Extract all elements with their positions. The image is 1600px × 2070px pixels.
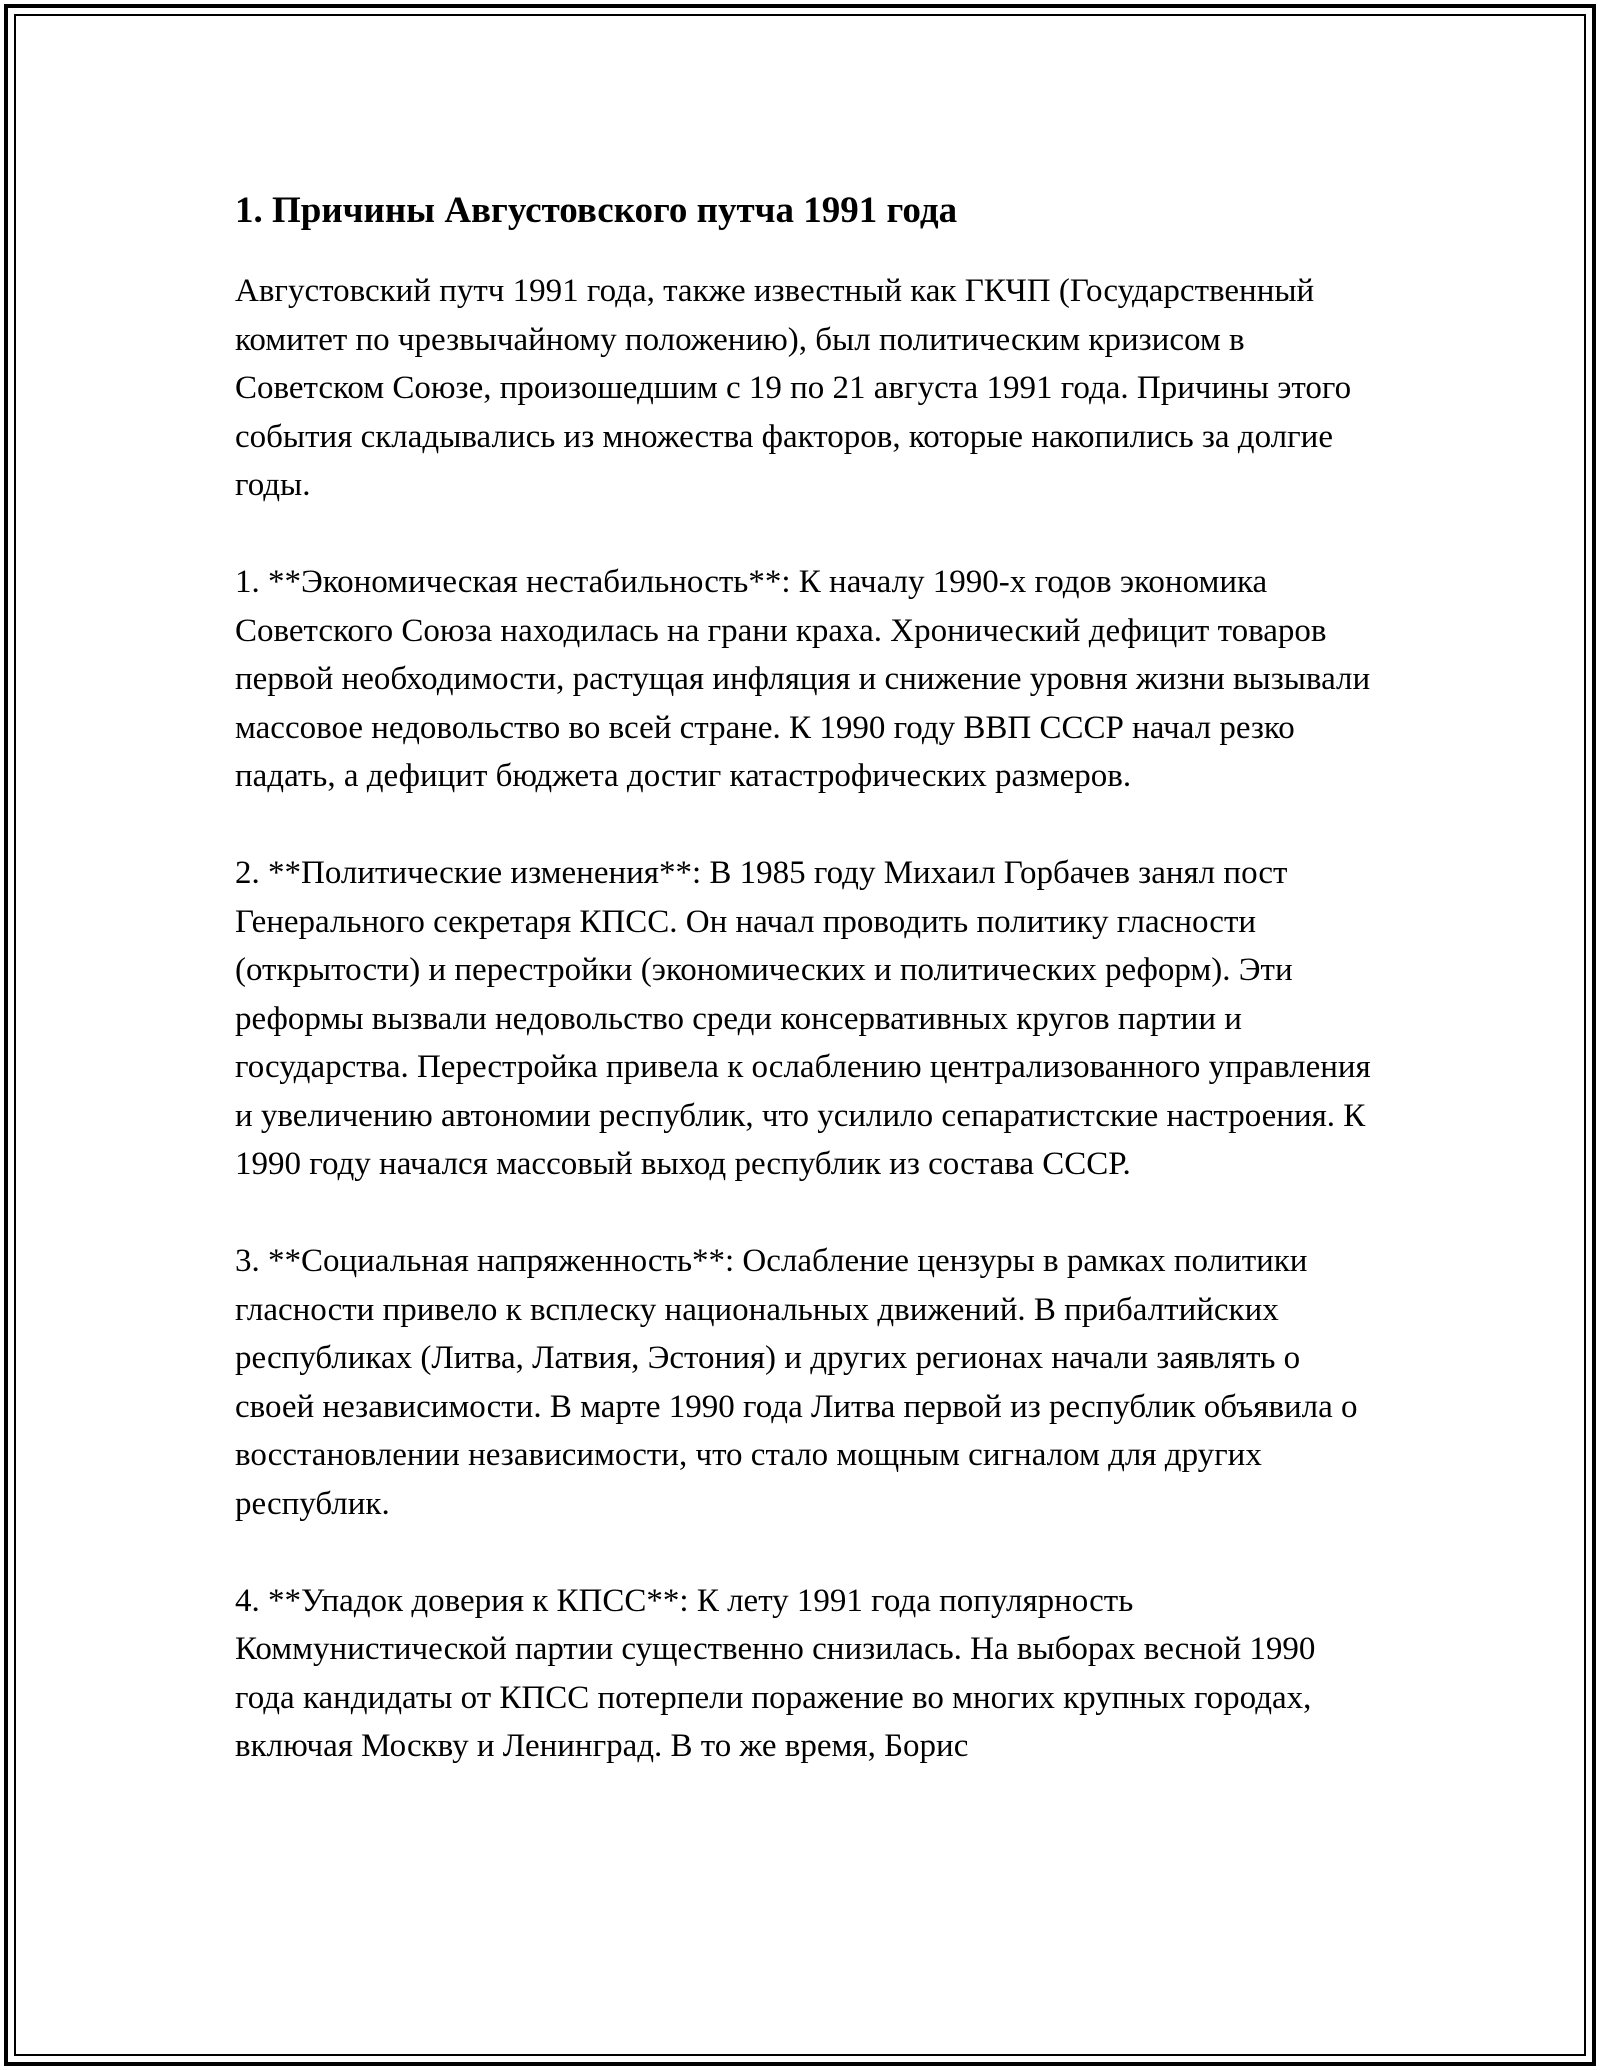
cause-party-trust-paragraph: 4. **Упадок доверия к КПСС**: К лету 1991 года популярность Коммунистической партии существенно снизилась. На выборах весной 1990 года кандидаты от КПСС потерпели поражение во многих крупных городах, включая Москву и Ленинград. В то же время, Борис xyxy=(235,1582,1316,1764)
cause-economic-paragraph: 1. **Экономическая нестабильность**: К началу 1990-х годов экономика Советского Союза находилась на грани краха. Хронический дефицит товаров первой необходимости, растущая инфляция и снижение уровня жизни вызывали массовое недовольство во всей стране. К 1990 году ВВП СССР начал резко падать, а дефицит бюджета достиг катастрофических размеров. xyxy=(235,564,1371,794)
intro-paragraph: Августовский путч 1991 года, также известный как ГКЧП (Государственный комитет по чрезвычайному положению), был политическим кризисом в Советском Союзе, произошедшим с 19 по 21 августа 1991 года. Причины этого события складывались из множества факторов, которые накопились за долгие годы. xyxy=(235,273,1352,503)
cause-political-paragraph: 2. **Политические изменения**: В 1985 году Михаил Горбачев занял пост Генерального секретаря КПСС. Он начал проводить политику гласности (открытости) и перестройки (экономических и политических реформ). Эти реформы вызвали недовольство среди консервативных кругов партии и государства. Перестройка привела к ослаблению централизованного управления и увеличению автономии республик, что усилило сепаратистские настроения. К 1990 году начался массовый выход республик из состава СССР. xyxy=(235,855,1371,1182)
cause-social-paragraph: 3. **Социальная напряженность**: Ослабление цензуры в рамках политики гласности привело к всплеску национальных движений. В прибалтийских республиках (Литва, Латвия, Эстония) и других регионах начали заявлять о своей независимости. В марте 1990 года Литва первой из республик объявила о восстановлении независимости, что стало мощным сигналом для других республик. xyxy=(235,1243,1358,1522)
document-body xyxy=(235,183,1375,1771)
document-title: 1. Причины Августовского путча 1991 года xyxy=(235,190,958,231)
